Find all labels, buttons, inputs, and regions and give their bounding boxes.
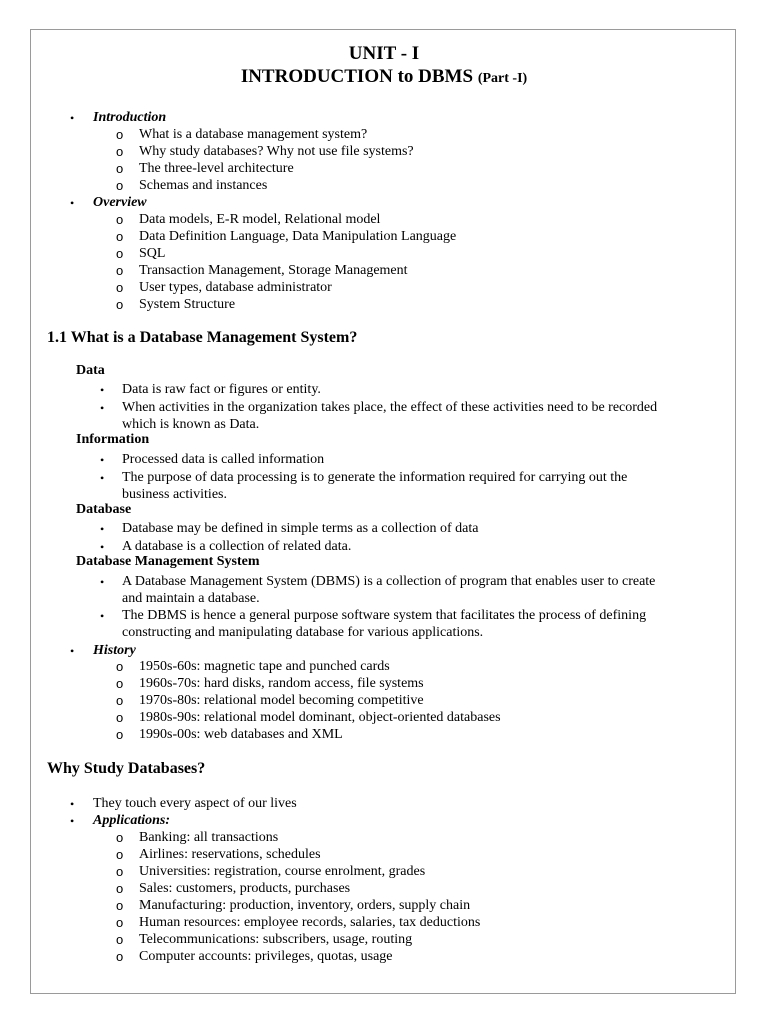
sub-bullet-icon: o [116,915,124,930]
bullet-icon: • [100,522,105,536]
data-item-cont: which is known as Data. [122,417,260,432]
overview-item: Data Definition Language, Data Manipulation Language [139,229,457,244]
why-study-point: They touch every aspect of our lives [93,796,297,811]
application-item: Manufacturing: production, inventory, orders, supply chain [139,898,471,913]
bullet-icon: • [100,471,105,485]
history-item: 1980s-90s: relational model dominant, object-oriented databases [139,710,501,725]
dbms-item-cont: constructing and manipulating database for various applications. [122,625,484,640]
sub-bullet-icon: o [116,693,124,708]
data-heading: Data [76,363,105,378]
sub-bullet-icon: o [116,263,124,278]
sub-bullet-icon: o [116,710,124,725]
overview-label: Overview [93,195,147,210]
sub-bullet-icon: o [116,949,124,964]
dbms-heading: Database Management System [76,554,260,569]
data-item: When activities in the organization takes place, the effect of these activities need to be recorded [122,400,658,415]
overview-item: System Structure [139,297,236,312]
history-item: 1970s-80s: relational model becoming competitive [139,693,424,708]
sub-bullet-icon: o [116,127,124,142]
sub-bullet-icon: o [116,280,124,295]
sub-bullet-icon: o [116,229,124,244]
information-item: Processed data is called information [122,452,325,467]
bullet-icon: • [70,111,75,125]
overview-item: SQL [139,246,166,261]
page-border [30,29,736,994]
bullet-icon: • [100,401,105,415]
applications-label: Applications: [93,813,171,828]
history-item: 1990s-00s: web databases and XML [139,727,343,742]
sub-bullet-icon: o [116,864,124,879]
database-item: A database is a collection of related data. [122,539,352,554]
sub-bullet-icon: o [116,727,124,742]
dbms-item: The DBMS is hence a general purpose software system that facilitates the process of defining [122,608,647,623]
unit-title: UNIT - I [348,43,420,64]
database-item: Database may be defined in simple terms as a collection of data [122,521,479,536]
application-item: Human resources: employee records, salaries, tax deductions [139,915,481,930]
sub-bullet-icon: o [116,246,124,261]
why-study-heading: Why Study Databases? [47,760,206,777]
sub-bullet-icon: o [116,881,124,896]
application-item: Telecommunications: subscribers, usage, routing [139,932,413,947]
bullet-icon: • [100,540,105,554]
sub-bullet-icon: o [116,932,124,947]
bullet-icon: • [100,609,105,623]
bullet-icon: • [70,814,75,828]
history-item: 1950s-60s: magnetic tape and punched cards [139,659,390,674]
bullet-icon: • [100,453,105,467]
information-heading: Information [76,432,150,447]
bullet-icon: • [100,575,105,589]
document-title [0,66,768,88]
dbms-item-cont: and maintain a database. [122,591,260,606]
sub-bullet-icon: o [116,898,124,913]
information-item: The purpose of data processing is to generate the information required for carrying out the [122,470,628,485]
sub-bullet-icon: o [116,830,124,845]
title-part: (Part -I) [477,71,528,86]
section-heading: 1.1 What is a Database Management System? [47,329,358,346]
intro-item: Why study databases? Why not use file systems? [139,144,414,159]
intro-label: Introduction [93,110,167,125]
sub-bullet-icon: o [116,144,124,159]
application-item: Universities: registration, course enrolment, grades [139,864,426,879]
sub-bullet-icon: o [116,847,124,862]
sub-bullet-icon: o [116,161,124,176]
sub-bullet-icon: o [116,178,124,193]
dbms-item: A Database Management System (DBMS) is a collection of program that enables user to create [122,574,656,589]
bullet-icon: • [70,196,75,210]
sub-bullet-icon: o [116,659,124,674]
intro-item: Schemas and instances [139,178,268,193]
intro-item: The three-level architecture [139,161,294,176]
title-main: INTRODUCTION to DBMS [240,66,474,87]
database-heading: Database [76,502,132,517]
sub-bullet-icon: o [116,212,124,227]
application-item: Banking: all transactions [139,830,279,845]
information-item-cont: business activities. [122,487,227,502]
application-item: Computer accounts: privileges, quotas, usage [139,949,393,964]
bullet-icon: • [70,797,75,811]
history-label: History [93,643,136,658]
application-item: Airlines: reservations, schedules [139,847,321,862]
bullet-icon: • [100,383,105,397]
data-item: Data is raw fact or figures or entity. [122,382,321,397]
sub-bullet-icon: o [116,676,124,691]
overview-item: Data models, E-R model, Relational model [139,212,381,227]
sub-bullet-icon: o [116,297,124,312]
bullet-icon: • [70,644,75,658]
intro-item: What is a database management system? [139,127,368,142]
overview-item: Transaction Management, Storage Management [139,263,408,278]
overview-item: User types, database administrator [139,280,332,295]
history-item: 1960s-70s: hard disks, random access, file systems [139,676,424,691]
application-item: Sales: customers, products, purchases [139,881,351,896]
